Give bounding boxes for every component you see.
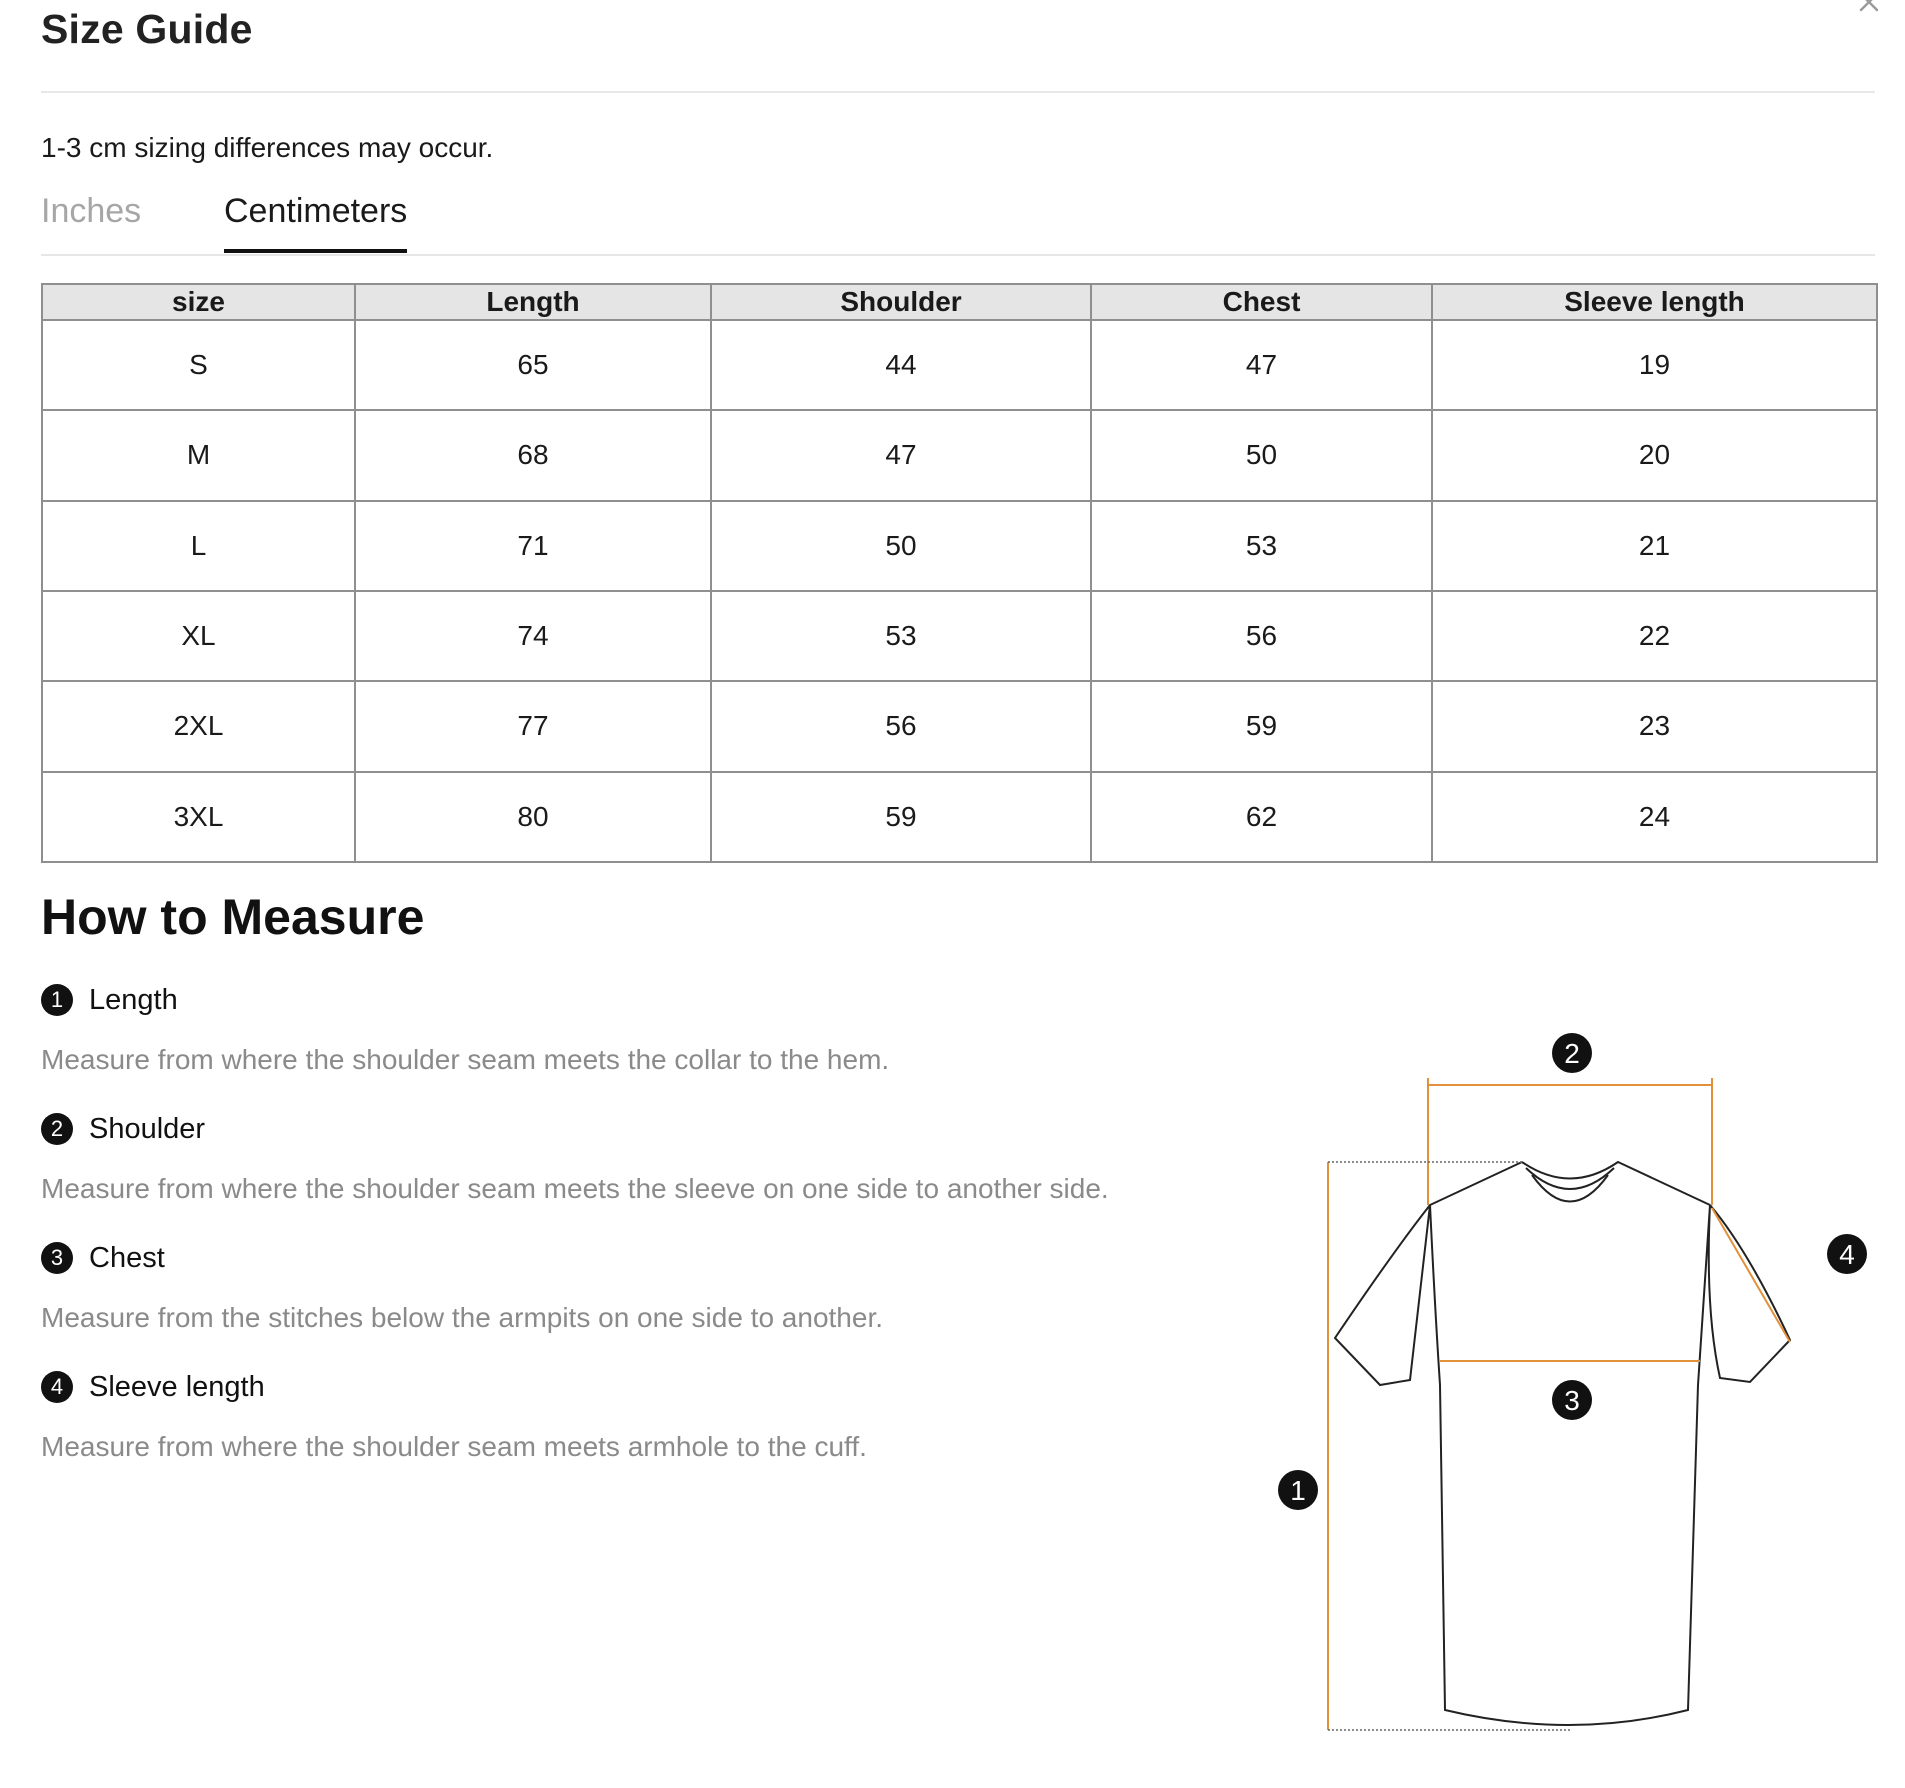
- number-badge: 4: [41, 1371, 73, 1403]
- table-cell: 44: [711, 320, 1091, 410]
- marker-1: [1278, 1470, 1318, 1510]
- table-cell: 47: [711, 410, 1091, 500]
- table-cell: 62: [1091, 772, 1432, 862]
- instruction-item: [41, 1107, 1241, 1236]
- table-cell: 71: [355, 501, 711, 591]
- table-cell: 74: [355, 591, 711, 681]
- instruction-description: Measure from the stitches below the armpits on one side to another.: [41, 1302, 884, 1333]
- svg-text:1: 1: [1290, 1475, 1306, 1506]
- table-cell: 65: [355, 320, 711, 410]
- page-title: Size Guide: [41, 6, 253, 52]
- instruction-label: Length: [89, 983, 178, 1016]
- table-cell: 22: [1432, 591, 1877, 681]
- table-cell: 59: [1091, 681, 1432, 771]
- tab-centimeters[interactable]: Centimeters: [224, 192, 407, 249]
- table-cell: 68: [355, 410, 711, 500]
- table-cell: L: [42, 501, 355, 591]
- table-cell: 53: [1091, 501, 1432, 591]
- instruction-label: Shoulder: [89, 1112, 206, 1145]
- marker-4: [1827, 1234, 1867, 1274]
- column-header: Length: [355, 284, 711, 320]
- instruction-item: [41, 1365, 1241, 1494]
- instruction-description: Measure from where the shoulder seam meets the sleeve on one side to another side.: [41, 1173, 1109, 1204]
- table-row: [42, 772, 1877, 862]
- table-header-row: [42, 284, 1877, 320]
- instruction-label: Sleeve length: [89, 1370, 265, 1403]
- guide-dotted-lines: [1328, 1162, 1570, 1730]
- svg-text:4: 4: [1839, 1239, 1855, 1270]
- table-cell: 50: [1091, 410, 1432, 500]
- table-cell: 24: [1432, 772, 1877, 862]
- table-row: [42, 591, 1877, 681]
- tshirt-outline: [1335, 1162, 1790, 1725]
- instruction-label: Chest: [89, 1241, 165, 1274]
- column-header: Sleeve length: [1432, 284, 1877, 320]
- table-row: [42, 501, 1877, 591]
- tab-inches[interactable]: Inches: [41, 192, 142, 230]
- table-cell: 59: [711, 772, 1091, 862]
- table-row: [42, 320, 1877, 410]
- table-cell: XL: [42, 591, 355, 681]
- table-cell: 23: [1432, 681, 1877, 771]
- close-icon[interactable]: [1855, 0, 1883, 16]
- table-cell: 19: [1432, 320, 1877, 410]
- svg-text:2: 2: [1564, 1038, 1580, 1069]
- marker-2: [1552, 1033, 1592, 1073]
- table-cell: 80: [355, 772, 711, 862]
- table-cell: 53: [711, 591, 1091, 681]
- size-table: [41, 283, 1878, 863]
- number-badge: 2: [41, 1113, 73, 1145]
- instruction-description: Measure from where the shoulder seam meets armhole to the cuff.: [41, 1431, 867, 1462]
- sizing-notice: 1-3 cm sizing differences may occur.: [41, 132, 494, 163]
- column-header: Chest: [1091, 284, 1432, 320]
- table-cell: 21: [1432, 501, 1877, 591]
- table-cell: 3XL: [42, 772, 355, 862]
- table-cell: S: [42, 320, 355, 410]
- instruction-description: Measure from where the shoulder seam meets the collar to the hem.: [41, 1044, 890, 1075]
- table-row: [42, 410, 1877, 500]
- table-cell: 47: [1091, 320, 1432, 410]
- svg-text:3: 3: [1564, 1385, 1580, 1416]
- table-cell: 20: [1432, 410, 1877, 500]
- column-header: Shoulder: [711, 284, 1091, 320]
- measure-instructions: [41, 978, 1241, 1494]
- how-to-measure-title: How to Measure: [41, 889, 425, 945]
- column-header: size: [42, 284, 355, 320]
- header-divider: [41, 91, 1875, 93]
- number-badge: 3: [41, 1242, 73, 1274]
- table-cell: 56: [711, 681, 1091, 771]
- table-row: [42, 681, 1877, 771]
- instruction-item: [41, 978, 1241, 1107]
- table-cell: 77: [355, 681, 711, 771]
- table-cell: 50: [711, 501, 1091, 591]
- table-cell: 56: [1091, 591, 1432, 681]
- unit-tabs: [41, 192, 1875, 256]
- table-cell: 2XL: [42, 681, 355, 771]
- tshirt-measurement-diagram: [1270, 1010, 1870, 1770]
- number-badge: 1: [41, 984, 73, 1016]
- instruction-item: [41, 1236, 1241, 1365]
- marker-3: [1552, 1380, 1592, 1420]
- table-cell: M: [42, 410, 355, 500]
